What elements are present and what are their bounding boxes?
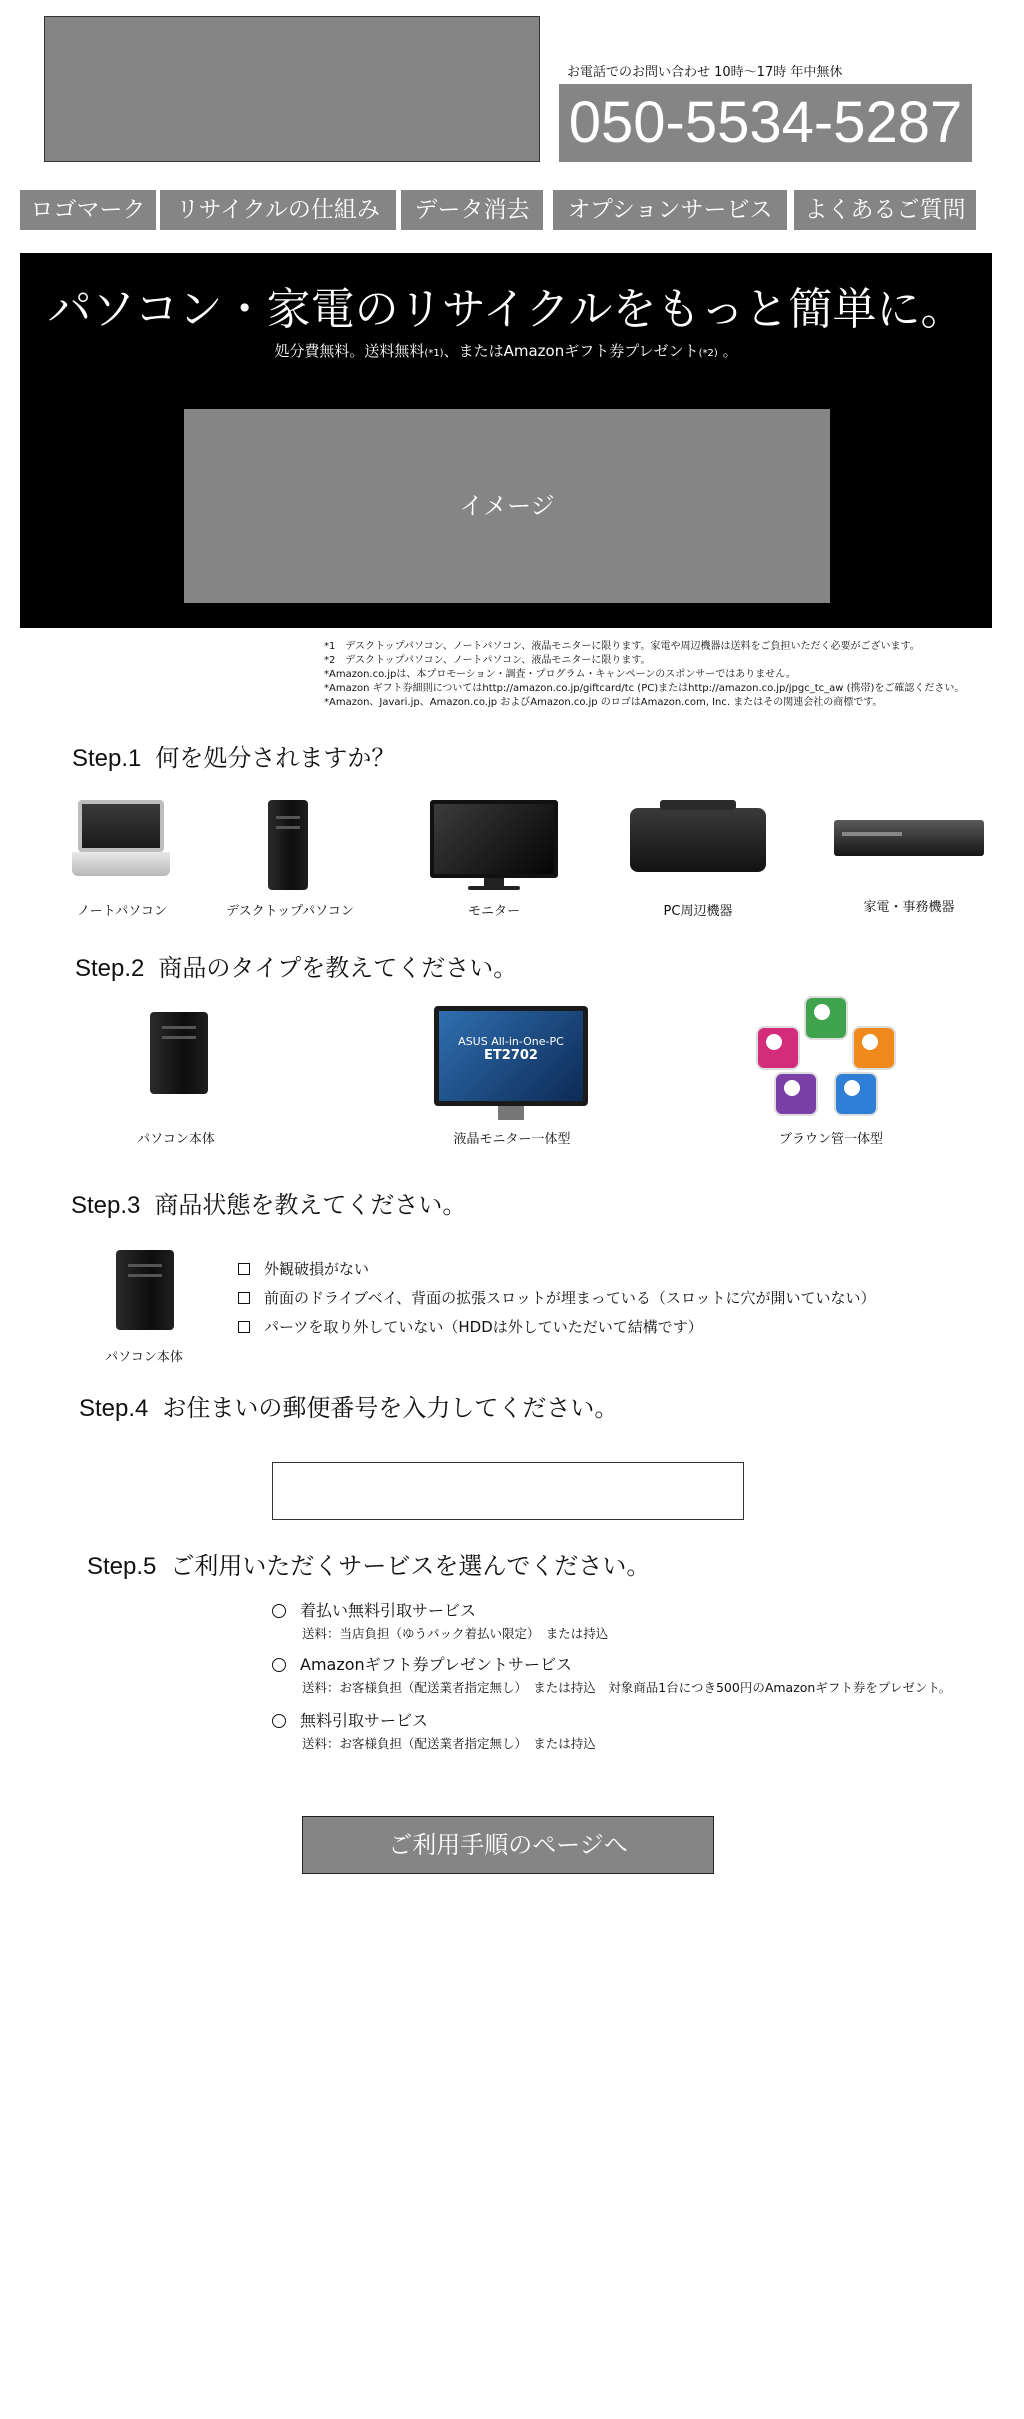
- monitor-stand: [484, 878, 504, 886]
- step2-label-lcd-integrated: 液晶モニター一体型: [453, 1132, 571, 1147]
- service-option-note: 送料：お客様負担（配送業者指定無し） または持込: [302, 1736, 596, 1751]
- service-option-cod[interactable]: [272, 1598, 476, 1621]
- condition-check-row[interactable]: [238, 1258, 369, 1279]
- hero-image-placeholder: イメージ: [184, 409, 830, 603]
- step1-heading: [72, 738, 395, 773]
- monitor-base: [468, 886, 520, 890]
- step4-heading: [79, 1388, 618, 1423]
- checkbox[interactable]: [238, 1292, 250, 1304]
- service-option-note: 送料：お客様負担（配送業者指定無し） または持込 対象商品1台につき500円のAmazonギフト券をプレゼント。: [302, 1680, 952, 1695]
- step2-item-crt-integrated[interactable]: [756, 996, 896, 1116]
- aio-model-text: ET2702: [484, 1048, 538, 1063]
- service-option-amazon-gift[interactable]: [272, 1652, 572, 1675]
- monitor-icon: [430, 800, 558, 878]
- desktop-tower-icon[interactable]: [268, 800, 308, 890]
- step4-title: お住まいの郵便番号を入力してください。: [162, 1394, 619, 1422]
- service-option-free-pickup[interactable]: [272, 1708, 428, 1731]
- footnote: *1 デスクトップパソコン、ノートパソコン、液晶モニターに限ります。家電や周辺機器は送料をご負担いただく必要がございます。: [324, 641, 920, 652]
- footnote: *2 デスクトップパソコン、ノートパソコン、液晶モニターに限ります。: [324, 655, 651, 666]
- step1-item-appliance[interactable]: [834, 820, 984, 862]
- step1-label-appliance: 家電・事務機器: [863, 900, 955, 915]
- hero-note-ref-2: (*2): [698, 348, 718, 359]
- laptop-icon: [78, 800, 164, 852]
- step2-number: Step.2: [75, 955, 145, 982]
- step1-title: 何を処分されますか？: [155, 744, 396, 772]
- step1-label-laptop: ノートパソコン: [76, 904, 168, 919]
- radio-button[interactable]: [272, 1658, 286, 1672]
- nav-item-logo-mark[interactable]: ロゴマーク: [20, 190, 156, 230]
- step3-number: Step.3: [71, 1192, 141, 1219]
- aio-stand: [498, 1106, 524, 1120]
- crt-imac-icon: [756, 1026, 800, 1070]
- service-option-label: Amazonギフト券プレゼントサービス: [300, 1655, 573, 1674]
- checkbox[interactable]: [238, 1321, 250, 1333]
- nav-item-recycle-system[interactable]: リサイクルの仕組み: [160, 190, 396, 230]
- radio-button[interactable]: [272, 1604, 286, 1618]
- step3-caption: パソコン本体: [105, 1350, 183, 1365]
- hero-subtitle: [20, 340, 992, 361]
- aio-brand-text: ASUS All-in-One-PC: [458, 1035, 564, 1048]
- step5-title: ご利用いただくサービスを選んでください。: [170, 1552, 651, 1580]
- step2-heading: [75, 948, 517, 983]
- recorder-icon: [834, 820, 984, 856]
- crt-imac-icon: [804, 996, 848, 1040]
- nav-item-data-erase[interactable]: データ消去: [401, 190, 543, 230]
- footnote: *Amazon、Javari.jp、Amazon.co.jp およびAmazon.co.jp のロゴはAmazon.com, Inc. またはその関連会社の商標です。: [324, 697, 883, 708]
- step1-number: Step.1: [72, 745, 142, 772]
- checkbox[interactable]: [238, 1263, 250, 1275]
- radio-button[interactable]: [272, 1714, 286, 1728]
- condition-label: 前面のドライブベイ、背面の拡張スロットが埋まっている（スロットに穴が開いていない）: [264, 1289, 876, 1307]
- desktop-tower-icon: [116, 1250, 174, 1330]
- condition-label: パーツを取り外していない（HDDは外していただいて結構です）: [264, 1318, 703, 1336]
- step3-heading: [71, 1185, 466, 1220]
- condition-check-row[interactable]: [238, 1316, 703, 1337]
- step3-title: 商品状態を教えてください。: [154, 1191, 467, 1219]
- step1-item-monitor[interactable]: [430, 800, 558, 892]
- printer-tray: [660, 800, 736, 810]
- step2-label-crt-integrated: ブラウン管一体型: [778, 1132, 883, 1147]
- condition-check-row[interactable]: [238, 1287, 876, 1308]
- phone-number[interactable]: 050-5534-5287: [559, 84, 972, 162]
- condition-label: 外観破損がない: [264, 1260, 370, 1278]
- logo-placeholder[interactable]: [44, 16, 540, 162]
- step1-label-desktop: デスクトップパソコン: [226, 904, 354, 919]
- usage-procedure-button[interactable]: ご利用手順のページへ: [302, 1816, 714, 1874]
- step4-number: Step.4: [79, 1395, 149, 1422]
- footnote: *Amazon.co.jpは、本プロモーション・調査・プログラム・キャンペーンのスポンサーではありません。: [324, 669, 796, 680]
- laptop-keyboard: [72, 852, 170, 876]
- service-option-label: 無料引取サービス: [300, 1711, 429, 1730]
- footnote: *Amazon ギフト券細則についてはhttp://amazon.co.jp/giftcard/tc (PC)またはhttp://amazon.co.jp/jpgc_tc_aw (携帯)をご確認ください。: [324, 683, 965, 694]
- desktop-tower-icon[interactable]: [150, 1012, 208, 1094]
- step1-label-monitor: モニター: [467, 904, 520, 919]
- nav-item-option-service[interactable]: オプションサービス: [553, 190, 787, 230]
- step2-title: 商品のタイプを教えてください。: [158, 954, 518, 982]
- step2-label-pc-body: パソコン本体: [137, 1132, 215, 1147]
- hero-note-ref-1: (*1): [424, 348, 444, 359]
- step1-item-laptop[interactable]: [72, 800, 170, 892]
- step5-heading: [87, 1546, 650, 1581]
- all-in-one-pc-icon: [434, 1006, 588, 1106]
- hero-subtitle-gift: 、またはAmazonギフト券プレゼント: [443, 342, 699, 360]
- service-option-note: 送料：当店負担（ゆうパック着払い限定） または持込: [302, 1626, 609, 1641]
- step2-item-all-in-one[interactable]: [434, 1006, 588, 1124]
- hero-title: パソコン・家電のリサイクルをもっと簡単に。: [47, 284, 965, 335]
- crt-imac-icon: [774, 1072, 818, 1116]
- service-option-label: 着払い無料引取サービス: [300, 1601, 477, 1620]
- printer-icon: [630, 808, 766, 872]
- crt-imac-icon: [834, 1072, 878, 1116]
- nav-item-faq[interactable]: よくあるご質問: [794, 190, 976, 230]
- step5-number: Step.5: [87, 1553, 157, 1580]
- hero-banner: [20, 253, 992, 628]
- crt-imac-icon: [852, 1026, 896, 1070]
- step1-item-peripheral[interactable]: [630, 800, 766, 874]
- contact-hours: お電話でのお問い合わせ 10時～17時 年中無休: [567, 65, 843, 80]
- hero-subtitle-free: 処分費無料。送料無料: [274, 342, 425, 360]
- recorder-display: [842, 832, 902, 836]
- footnotes: [324, 640, 964, 710]
- step1-label-peripheral: PC周辺機器: [663, 904, 733, 919]
- hero-subtitle-end: 。: [717, 342, 738, 360]
- postal-code-input[interactable]: [272, 1462, 744, 1520]
